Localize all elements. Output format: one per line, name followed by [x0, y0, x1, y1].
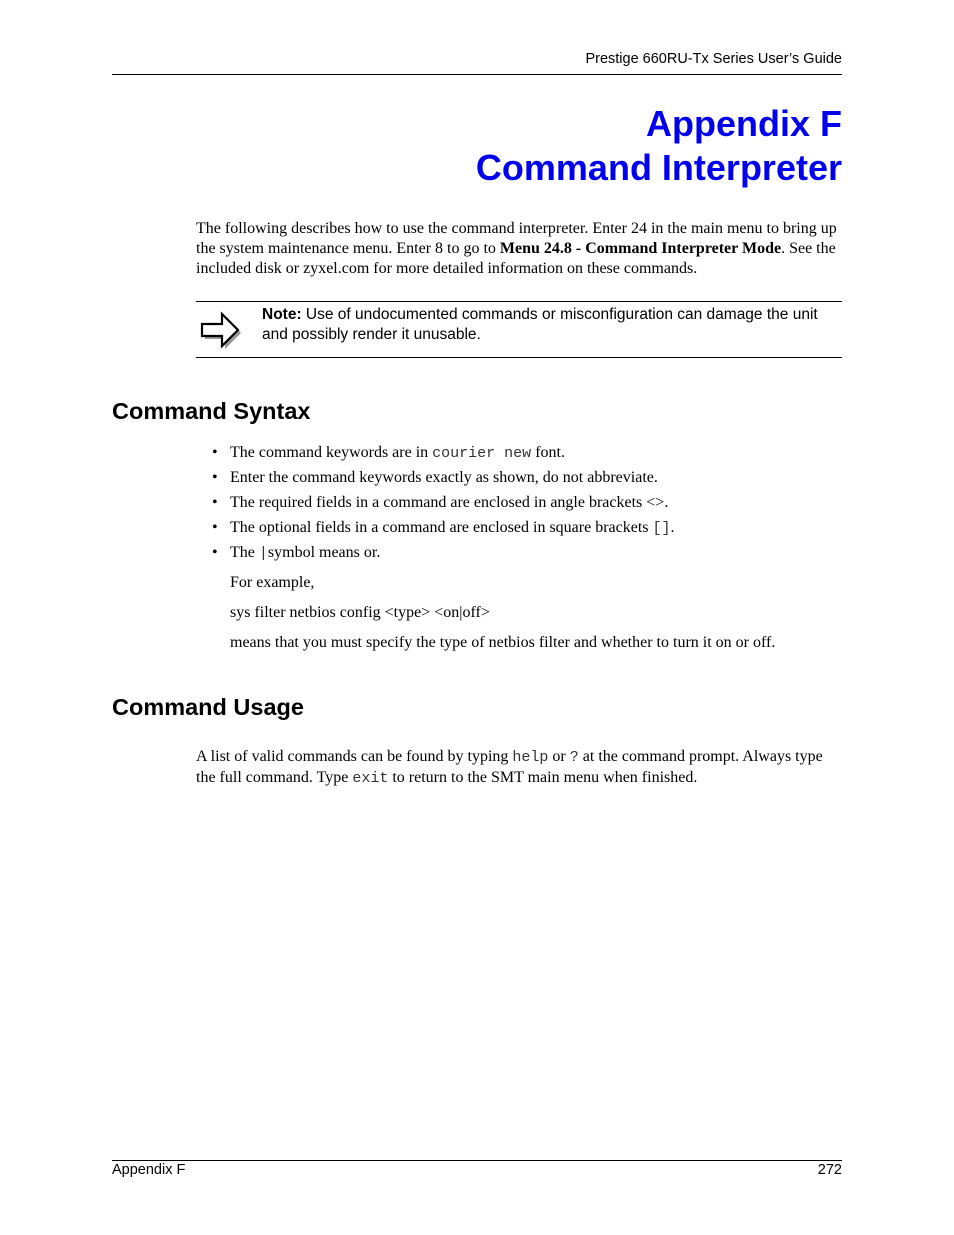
- intro-paragraph: [196, 219, 842, 279]
- section-heading-command-usage: Command Usage: [112, 694, 304, 720]
- list-item-text: Enter the command keywords exactly as shown, do not abbreviate.: [230, 469, 658, 486]
- right-arrow-icon: [198, 310, 242, 352]
- list-item-text: The required fields in a command are enclosed in angle brackets <>.: [230, 494, 669, 511]
- chapter-title: [476, 102, 842, 190]
- list-item-text: symbol means or.: [267, 544, 381, 561]
- example-label: For example,: [230, 574, 315, 591]
- syntax-bullet-list: [212, 443, 842, 568]
- list-item-text: The: [230, 544, 259, 561]
- list-item-text: The optional fields in a command are enclosed in square brackets: [230, 519, 653, 536]
- footer-section-label: Appendix F: [112, 1162, 186, 1178]
- list-item: [212, 543, 842, 568]
- bullet-icon: •: [212, 544, 218, 561]
- list-item: [212, 468, 842, 493]
- code-text-question: ?: [569, 749, 579, 766]
- usage-text-3: at the command prompt. Always type the full command. Type: [196, 748, 823, 786]
- section-heading-command-syntax: Command Syntax: [112, 398, 311, 424]
- page-number: 272: [817, 1162, 842, 1178]
- intro-menu-reference: Menu 24.8 - Command Interpreter Mode: [499, 240, 782, 257]
- intro-text-1: The following describes how to use the command interpreter. Enter 24 in the main menu to bring up the system maintenance menu. Enter 8 to go to: [196, 220, 837, 257]
- running-header: Prestige 660RU-Tx Series User’s Guide: [585, 51, 842, 67]
- code-text-help: help: [512, 749, 549, 766]
- usage-text-2: or: [548, 748, 570, 765]
- code-text: []: [652, 520, 671, 537]
- note-label: Note:: [262, 306, 302, 323]
- bullet-icon: •: [212, 444, 218, 461]
- usage-text-4: to return to the SMT main menu when finished.: [388, 769, 698, 786]
- chapter-title-line2: Command Interpreter: [475, 147, 842, 188]
- list-item: [212, 443, 842, 468]
- example-command: sys filter netbios config <type> <on|off>: [230, 604, 490, 621]
- code-text: courier new: [432, 445, 532, 462]
- header-rule: [112, 74, 842, 75]
- footer-rule: [112, 1160, 842, 1161]
- code-text: |: [258, 545, 268, 562]
- note-body: Use of undocumented commands or misconfiguration can damage the unit and possibly render it unusable.: [262, 306, 818, 343]
- list-item: [212, 518, 842, 543]
- bullet-icon: •: [212, 494, 218, 511]
- note-text: [262, 305, 842, 345]
- bullet-icon: •: [212, 469, 218, 486]
- list-item-text: font.: [531, 444, 565, 461]
- usage-paragraph: [196, 747, 842, 789]
- list-item: [212, 493, 842, 518]
- intro-text-2: . See the included disk or zyxel.com for more detailed information on these commands.: [196, 240, 836, 277]
- list-item-text: The command keywords are in: [230, 444, 433, 461]
- usage-text-1: A list of valid commands can be found by typing: [196, 748, 513, 765]
- note-box: [196, 301, 842, 358]
- example-explanation: means that you must specify the type of netbios filter and whether to turn it on or off.: [230, 634, 776, 651]
- chapter-title-line1: Appendix F: [646, 103, 842, 144]
- bullet-icon: •: [212, 519, 218, 536]
- code-text-exit: exit: [352, 770, 389, 787]
- list-item-text: .: [670, 519, 675, 536]
